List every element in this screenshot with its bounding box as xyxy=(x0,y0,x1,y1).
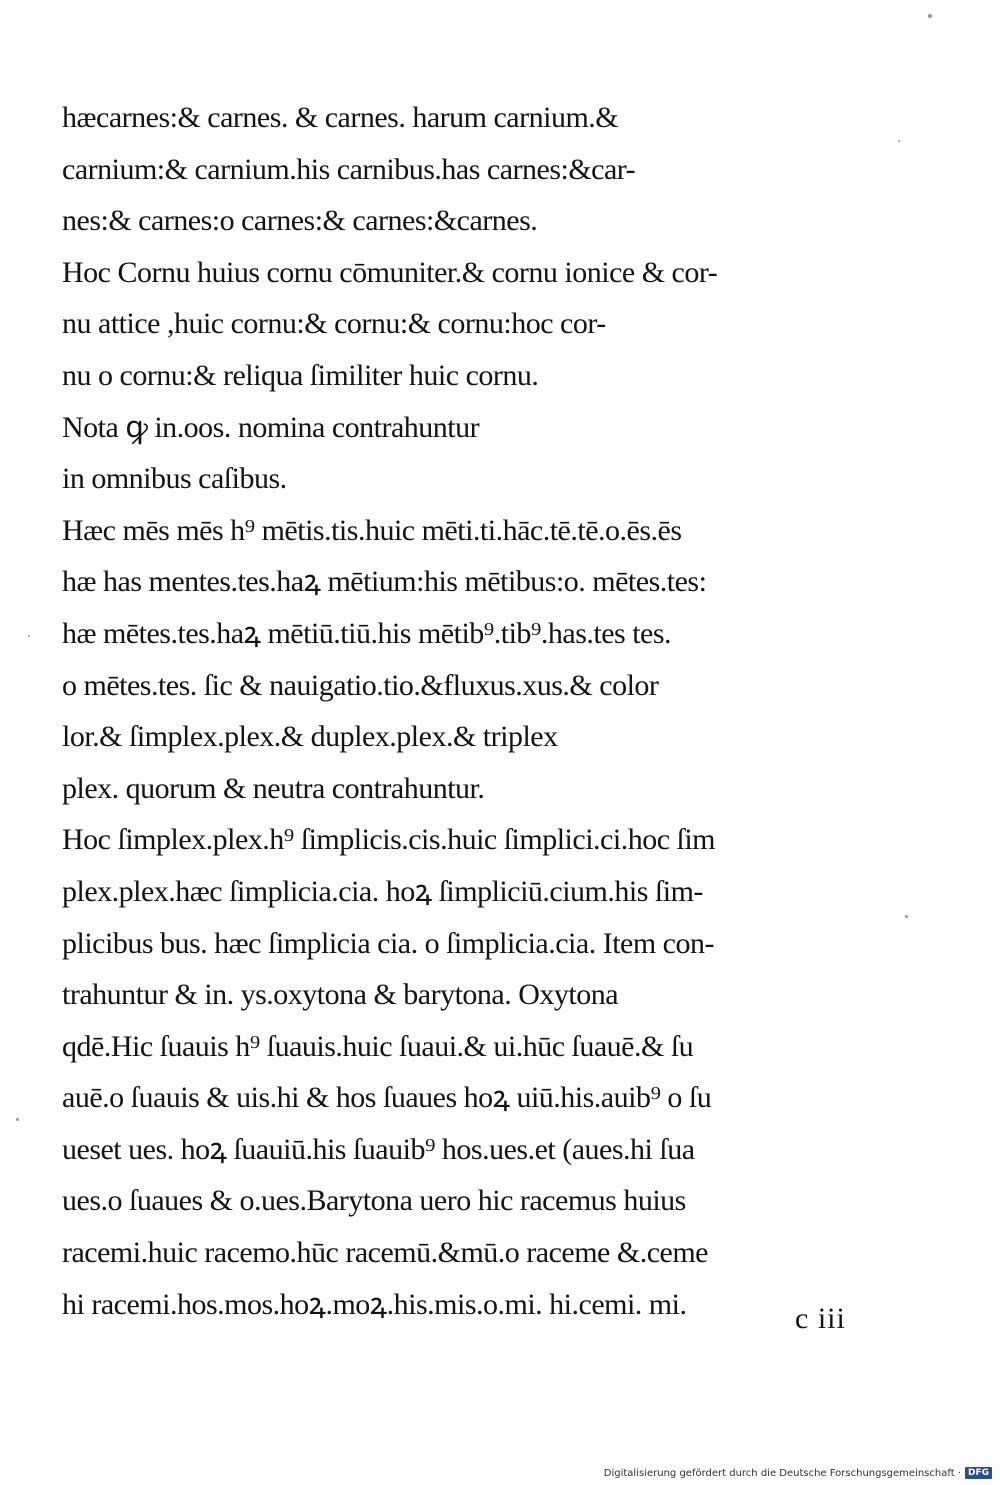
text-line: plex. quorum & neutra contrahuntur. xyxy=(62,771,485,805)
text-line: hi racemi.hos.mos.hoꝝ.moꝝ.his.mis.o.mi. hi.cemi. mi. xyxy=(62,1287,687,1321)
text-line: ueset ues. hoꝝ ſuauiū.his ſuauib⁹ hos.ues.et (aues.hi ſua xyxy=(62,1132,695,1166)
scan-speck xyxy=(16,1118,19,1121)
scan-speck xyxy=(905,915,908,918)
text-line: in omnibus caſibus. xyxy=(62,462,287,496)
scan-speck xyxy=(928,14,932,18)
text-line: plicibus bus. hæc ſimplicia cia. o ſimplicia.cia. Item con- xyxy=(62,926,714,960)
text-line: auē.o ſuauis & uis.hi & hos ſuaues hoꝝ uiū.his.auib⁹ o ſu xyxy=(62,1081,712,1115)
text-line: lor.& ſimplex.plex.& duplex.plex.& triplex xyxy=(62,720,558,754)
text-line: nes:& carnes:o carnes:& carnes:&carnes. xyxy=(62,204,538,238)
text-line: Hoc Cornu huius cornu cōmuniter.& cornu ionice & cor- xyxy=(62,255,718,289)
signature-mark: c iii xyxy=(795,1302,846,1335)
text-block xyxy=(62,92,912,1330)
text-line: nu o cornu:& reliqua ſimiliter huic cornu. xyxy=(62,358,539,392)
text-line: o mētes.tes. ſic & nauigatio.tio.&fluxus.xus.& color xyxy=(62,668,659,702)
footer-credit: Digitalisierung gefördert durch die Deutsche Forschungsgemeinschaft · xyxy=(603,1467,961,1479)
text-line: Nota ꝙ in.oos. nomina contrahuntur xyxy=(62,410,480,444)
scan-speck xyxy=(28,635,30,637)
text-line: hæ mētes.tes.haꝝ mētiū.tiū.his mētib⁹.tib⁹.has.tes tes. xyxy=(62,616,672,650)
text-line: qdē.Hic ſuauis h⁹ ſuauis.huic ſuaui.& ui.hūc ſuauē.& ſu xyxy=(62,1029,694,1063)
dfg-logo: DFG xyxy=(965,1467,992,1479)
text-line: Hæc mēs mēs h⁹ mētis.tis.huic mēti.ti.hāc.tē.tē.o.ēs.ēs xyxy=(62,513,682,547)
text-line: ues.o ſuaues & o.ues.Barytona uero hic racemus huius xyxy=(62,1184,686,1218)
text-line: carnium:& carnium.his carnibus.has carnes:&car- xyxy=(62,152,636,186)
text-line: plex.plex.hæc ſimplicia.cia. hoꝝ ſimpliciū.cium.his ſim- xyxy=(62,874,703,908)
text-line: hæ has mentes.tes.haꝝ mētium:his mētibus:o. mētes.tes: xyxy=(62,565,707,599)
text-line: nu attice ,huic cornu:& cornu:& cornu:hoc cor- xyxy=(62,307,606,341)
text-line: Hoc ſimplex.plex.h⁹ ſimplicis.cis.huic ſimplici.ci.hoc ſim xyxy=(62,823,716,857)
scan-speck xyxy=(898,140,900,142)
text-line: hæcarnes:& carnes. & carnes. harum carnium.& xyxy=(62,101,619,134)
text-line: racemi.huic racemo.hūc racemū.&mū.o raceme &.ceme xyxy=(62,1236,708,1270)
footer xyxy=(604,1467,992,1479)
text-line: trahuntur & in. ys.oxytona & barytona. Oxytona xyxy=(62,978,619,1012)
